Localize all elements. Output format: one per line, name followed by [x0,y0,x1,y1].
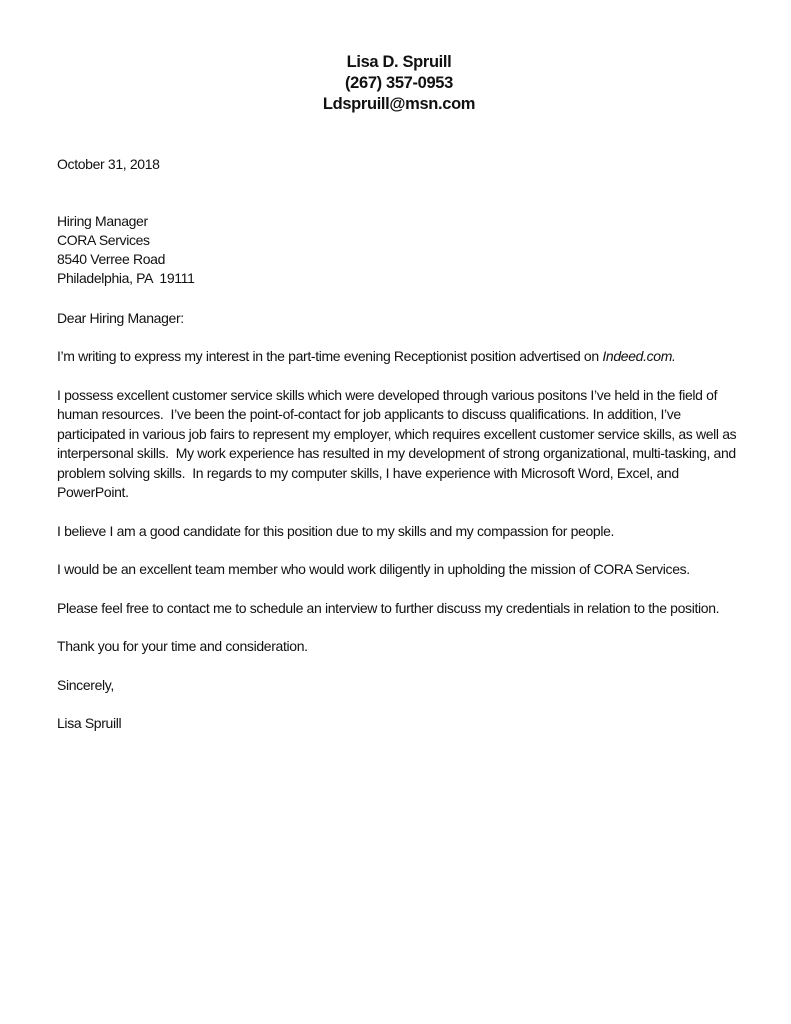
paragraph-candidate: I believe I am a good candidate for this position due to my skills and my compassion for people. [57,522,615,539]
paragraph-thanks: Thank you for your time and consideration. [57,638,308,654]
recipient-line-street: 8540 Verree Road [57,251,166,267]
paragraph-team: I would be an excellent team member who would work diligently in upholding the mission of CORA Services. [57,561,690,577]
paragraph-intro-text: I’m writing to express my interest in the part-time evening Receptionist position advertised on [57,348,603,364]
recipient-line-title: Hiring Manager [57,213,148,229]
recipient-address [57,212,741,288]
sender-email: Ldspruill@msn.com [322,95,476,113]
letter-date: October 31, 2018 [57,156,160,172]
job-source-name: Indeed.com. [602,348,676,364]
paragraph-contact: Please feel free to contact me to schedule an interview to further discuss my credentials in relation to the position. [57,599,720,616]
paragraph-intro [57,347,741,367]
letter-header [57,52,741,115]
sender-name: Lisa D. Spruill [346,53,452,71]
sender-phone: (267) 357-0953 [345,74,453,92]
paragraph-skills: I possess excellent customer service skills which were developed through various positons I’ve held in the field of human resources. I’ve been the point-of-contact for job applicants to discuss qualifications. In addition, I’ve participated in various job fairs to represent my employer, which requires excellent customer service skills, as well as interpersonal skills. My work experience has resulted in my development of strong organizational, multi-tasking, and problem solving skills. In regards to my computer skills, I have experience with Microsoft Word, Excel, and PowerPoint. [57,386,740,500]
recipient-line-city: Philadelphia, PA 19111 [57,270,195,286]
recipient-line-company: CORA Services [57,232,150,248]
cover-letter [57,52,741,733]
closing: Sincerely, [57,676,114,693]
salutation: Dear Hiring Manager: [57,310,184,326]
signature-name: Lisa Spruill [57,714,122,731]
